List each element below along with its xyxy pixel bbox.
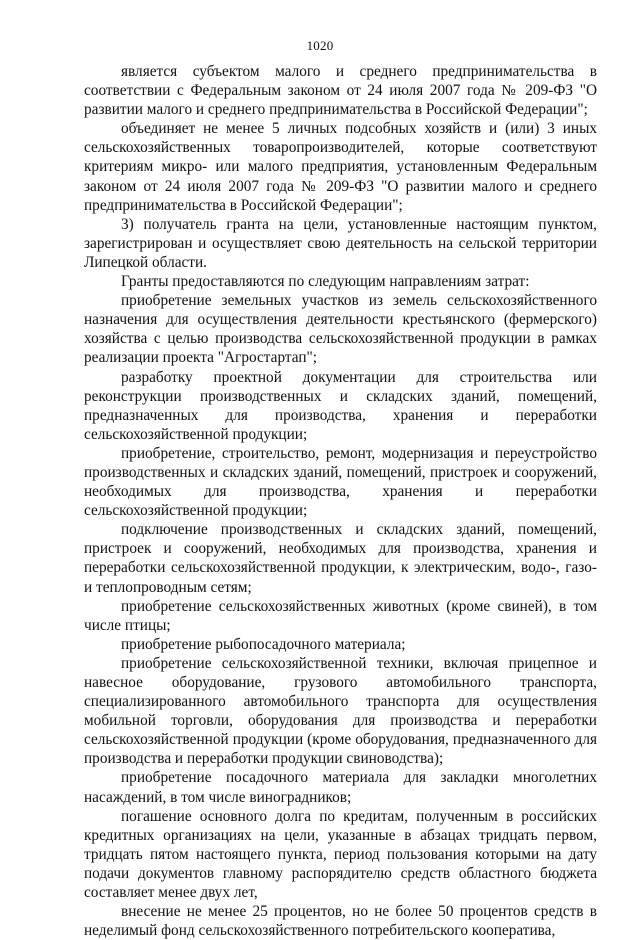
paragraph-construction-modernization: приобретение, строительство, ремонт, модернизация и переустройство производственных и складских зданий, помещений, пристроек и сооружений, необходимых для производства, хранения и переработки сельскохозяйственной продукции; [84,444,597,520]
paragraph-land-acquisition: приобретение земельных участков из земель сельскохозяйственного назначения для осуществления деятельности крестьянского (фермерского) хозяйства с целью производства сельскохозяйственной продукции в рамках реализации проекта "Агростартап"; [84,292,597,367]
paragraph-utility-connection: подключение производственных и складских зданий, помещений, пристроек и сооружений, необходимых для производства, хранения и переработки сельскохозяйственной продукции, к электрическим, водо-, газо- и теплопроводным сетям; [84,521,597,596]
page-number: 1020 [306,38,334,53]
paragraph-sme-status: является субъектом малого и среднего предпринимательства в соответствии с Федеральным законом от 24 июля 2007 года № 209-ФЗ "О развитии малого и среднего предпринимательства в Российской Федерации"; [84,63,597,119]
paragraph-grant-recipient: 3) получатель гранта на цели, установленные настоящим пунктом, зарегистрирован и осуществляет свою деятельность на сельской территории Липецкой области. [84,215,597,271]
paragraph-grant-directions-intro: Гранты предоставляются по следующим направлениям затрат: [121,273,530,291]
paragraph-fish-stock: приобретение рыбопосадочного материала; [121,635,406,653]
paragraph-cooperative-fund: внесение не менее 25 процентов, но не более 50 процентов средств в неделимый фонд сельскохозяйственного потребительского кооператива, [84,903,597,940]
paragraph-livestock-acquisition: приобретение сельскохозяйственных животных (кроме свиней), в том числе птицы; [84,597,597,634]
paragraph-project-documentation: разработку проектной документации для строительства или реконструкции производственных и складских зданий, помещений, предназначенных для производства, хранения и переработки сельскохозяйственной продукции; [84,368,597,443]
paragraph-loan-repayment: погашение основного долга по кредитам, полученным в российских кредитных организациях на цели, указанные в абзацах тридцать первом, тридцать пятом настоящего пункта, период пользования которыми на дату подачи документов главному распорядителю средств областного бюджета составляет менее двух лет, [84,807,597,902]
paragraph-unites-households: объединяет не менее 5 личных подсобных хозяйств и (или) 3 иных сельскохозяйственных товаропроизводителей, которые соответствуют критериям микро- или малого предприятия, установленным Федеральным законом от 24 июля 2007 года № 209-ФЗ "О развитии малого и среднего предпринимательства в Российской Федерации"; [84,120,597,214]
document-body [84,62,597,940]
paragraph-planting-material: приобретение посадочного материала для закладки многолетних насаждений, в том числе виноградников; [84,769,597,806]
paragraph-machinery-acquisition: приобретение сельскохозяйственной техники, включая прицепное и навесное оборудование, грузового автомобильного транспорта, специализированного автомобильного транспорта для осуществления мобильной торговли, оборудования для производства и переработки сельскохозяйственной продукции (кроме оборудования, предназначенного для производства и переработки продукции свиноводства); [84,654,597,768]
